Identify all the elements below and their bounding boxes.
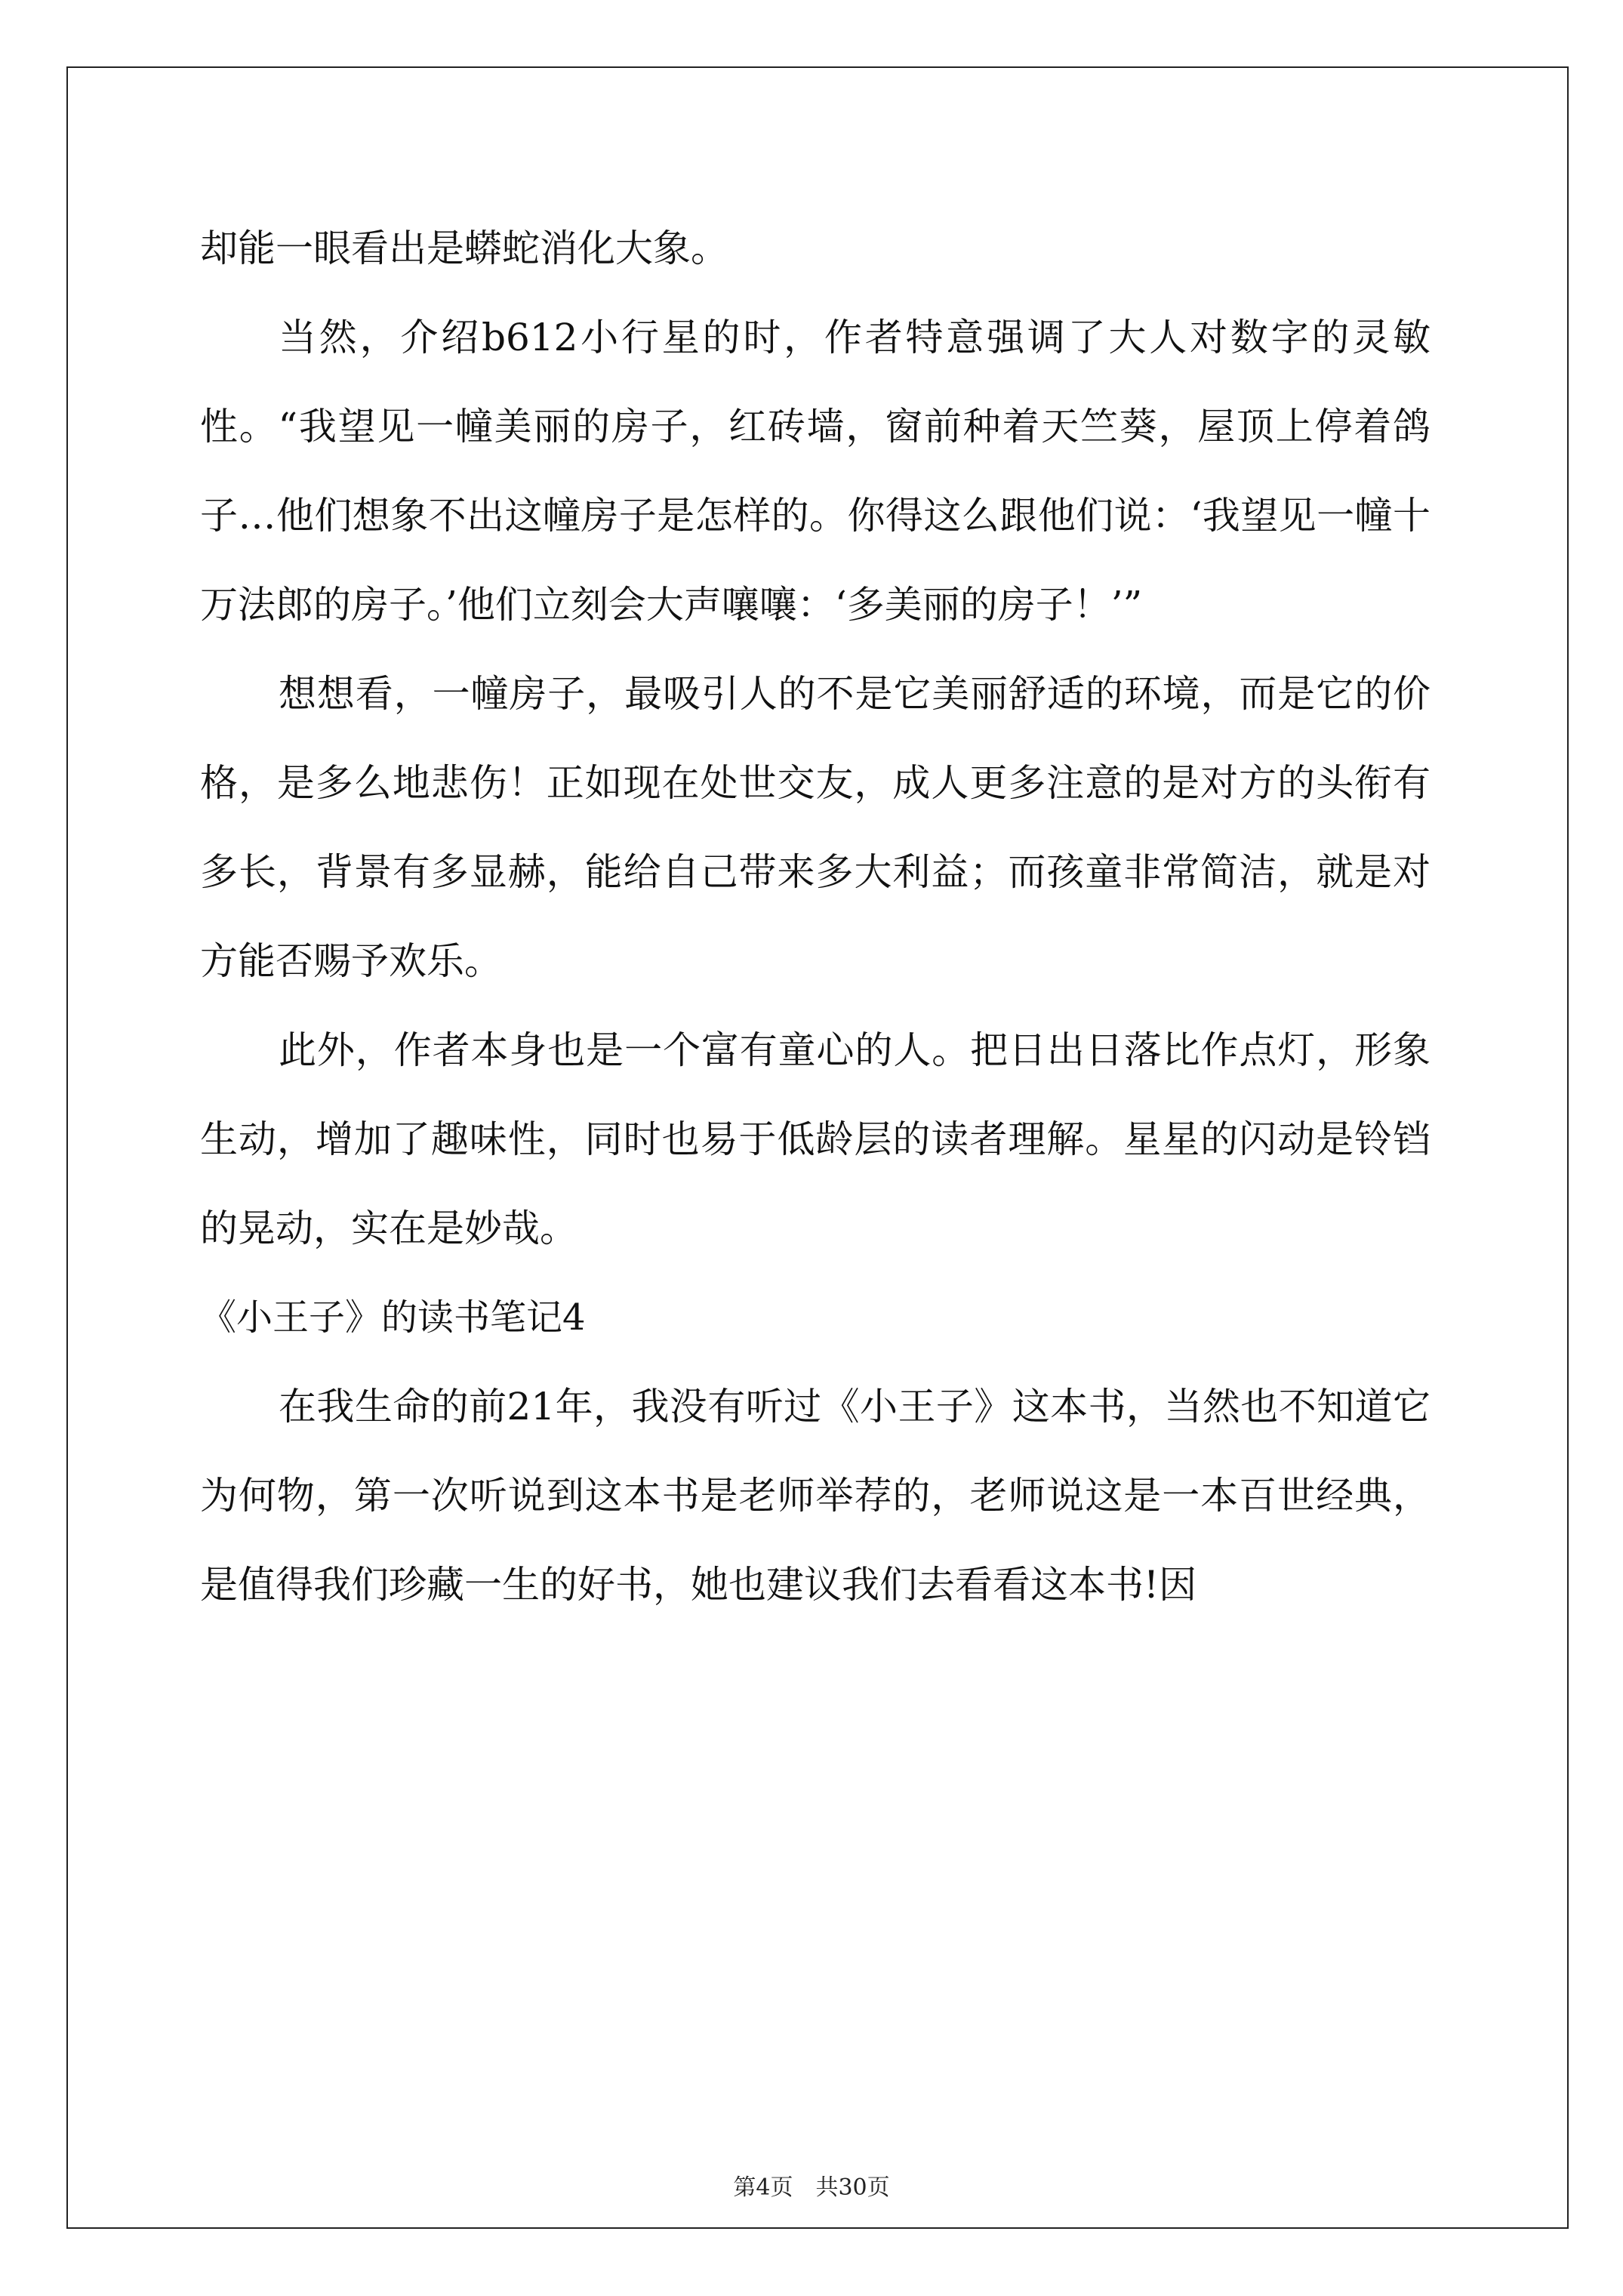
paragraph: 却能一眼看出是蟒蛇消化大象。 <box>200 227 728 270</box>
document-body <box>200 204 1431 1629</box>
paragraph: 此外，作者本身也是一个富有童心的人。把日出日落比作点灯，形象生动，增加了趣味性，同时也易于低龄层的读者理解。星星的闪动是铃铛的晃动，实在是妙哉。 <box>200 1028 1431 1250</box>
section-heading: 《小王子》的读书笔记4 <box>200 1296 586 1339</box>
page-number-footer: 第4页 共30页 <box>733 2174 890 2201</box>
paragraph: 在我生命的前21年，我没有听过《小王子》这本书，当然也不知道它为何物，第一次听说到这本书是老师举荐的，老师说这是一本百世经典，是值得我们珍藏一生的好书，她也建议我们去看看这本书!因 <box>200 1385 1431 1607</box>
paragraph: 当然，介绍b612小行星的时，作者特意强调了大人对数字的灵敏性。“我望见一幢美丽的房子，红砖墙，窗前种着天竺葵，屋顶上停着鸽子…他们想象不出这幢房子是怎样的。你得这么跟他们说：‘我望见一幢十万法郎的房子。’他们立刻会大声嚷嚷：‘多美丽的房子！’” <box>200 316 1431 627</box>
paragraph: 想想看，一幢房子，最吸引人的不是它美丽舒适的环境，而是它的价格，是多么地悲伤！正如现在处世交友，成人更多注意的是对方的头衔有多长，背景有多显赫，能给自己带来多大利益；而孩童非常简洁，就是对方能否赐予欢乐。 <box>200 672 1431 983</box>
